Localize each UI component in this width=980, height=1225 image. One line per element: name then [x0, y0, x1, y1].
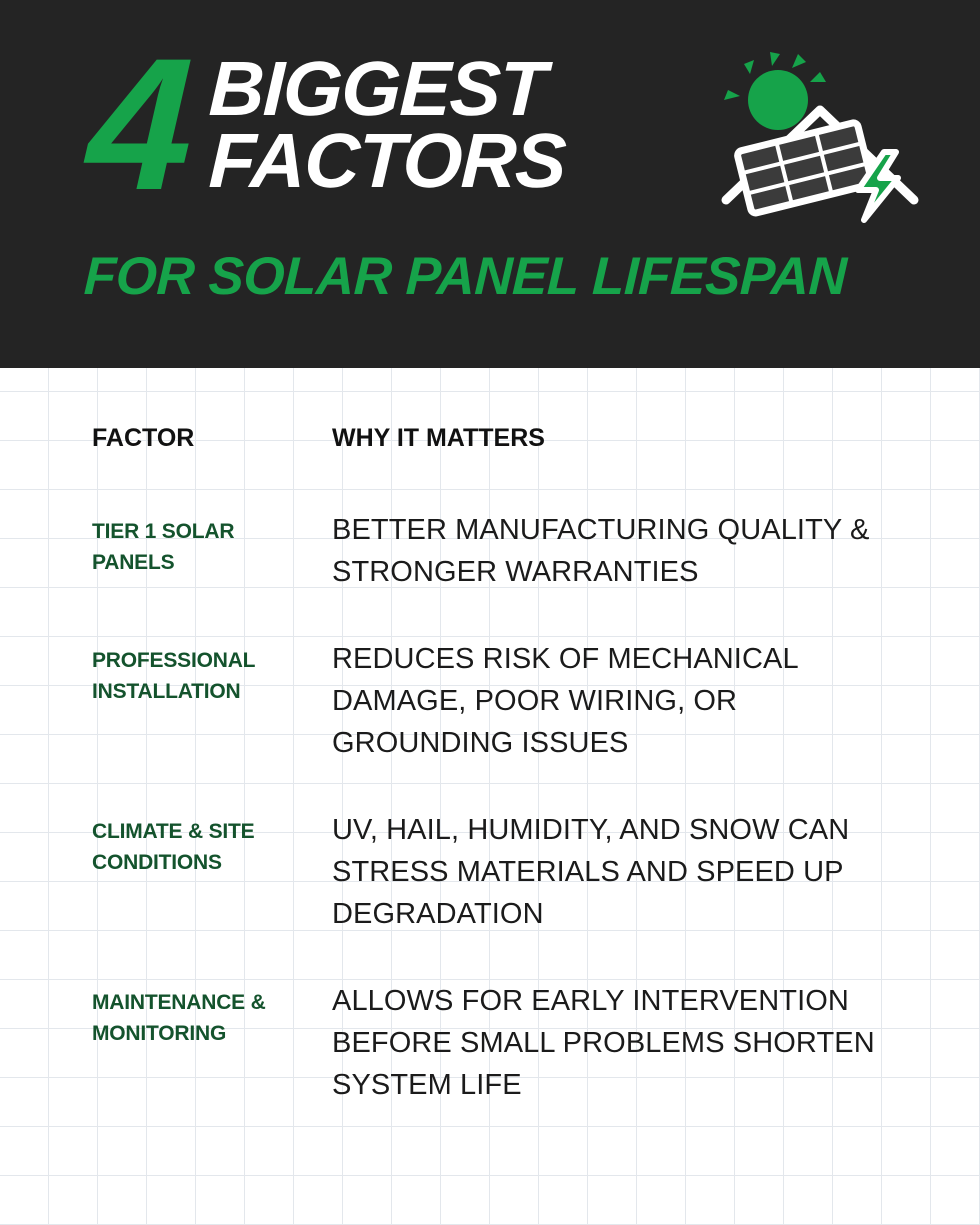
factor-description: ALLOWS FOR EARLY INTERVENTION BEFORE SMALL PROBLEMS SHORTEN SYSTEM LIFE — [332, 984, 875, 1102]
factor-label: TIER 1 SOLAR PANELS — [92, 520, 235, 575]
header-title-stack — [207, 44, 567, 204]
header-number: 4 — [84, 19, 191, 229]
factor-description: UV, HAIL, HUMIDITY, AND SNOW CAN STRESS MATERIALS AND SPEED UP DEGRADATION — [332, 813, 850, 931]
factors-table — [92, 424, 912, 1151]
factor-label: PROFESSIONAL INSTALLATION — [92, 648, 255, 703]
header-title-line-2: FACTORS — [207, 117, 567, 204]
header-subtitle: FOR SOLAR PANEL LIFESPAN — [82, 247, 848, 306]
factor-description: REDUCES RISK OF MECHANICAL DAMAGE, POOR WIRING, OR GROUNDING ISSUES — [332, 642, 798, 760]
header-title-line-1: BIGGEST — [207, 46, 547, 132]
factor-description: BETTER MANUFACTURING QUALITY & STRONGER WARRANTIES — [332, 514, 870, 589]
column-header-factor: FACTOR — [92, 424, 195, 452]
table-header-row — [92, 424, 912, 453]
table-row — [92, 638, 912, 765]
column-header-why-it-matters: WHY IT MATTERS — [332, 424, 545, 452]
factor-label: CLIMATE & SITE CONDITIONS — [92, 819, 255, 874]
table-row — [92, 809, 912, 936]
solar-panel-sun-bolt-icon — [708, 48, 928, 233]
table-row — [92, 509, 912, 594]
header-title-row — [84, 19, 567, 229]
factor-label: MAINTENANCE & MONITORING — [92, 990, 266, 1045]
table-row — [92, 980, 912, 1107]
header-banner — [0, 0, 980, 368]
